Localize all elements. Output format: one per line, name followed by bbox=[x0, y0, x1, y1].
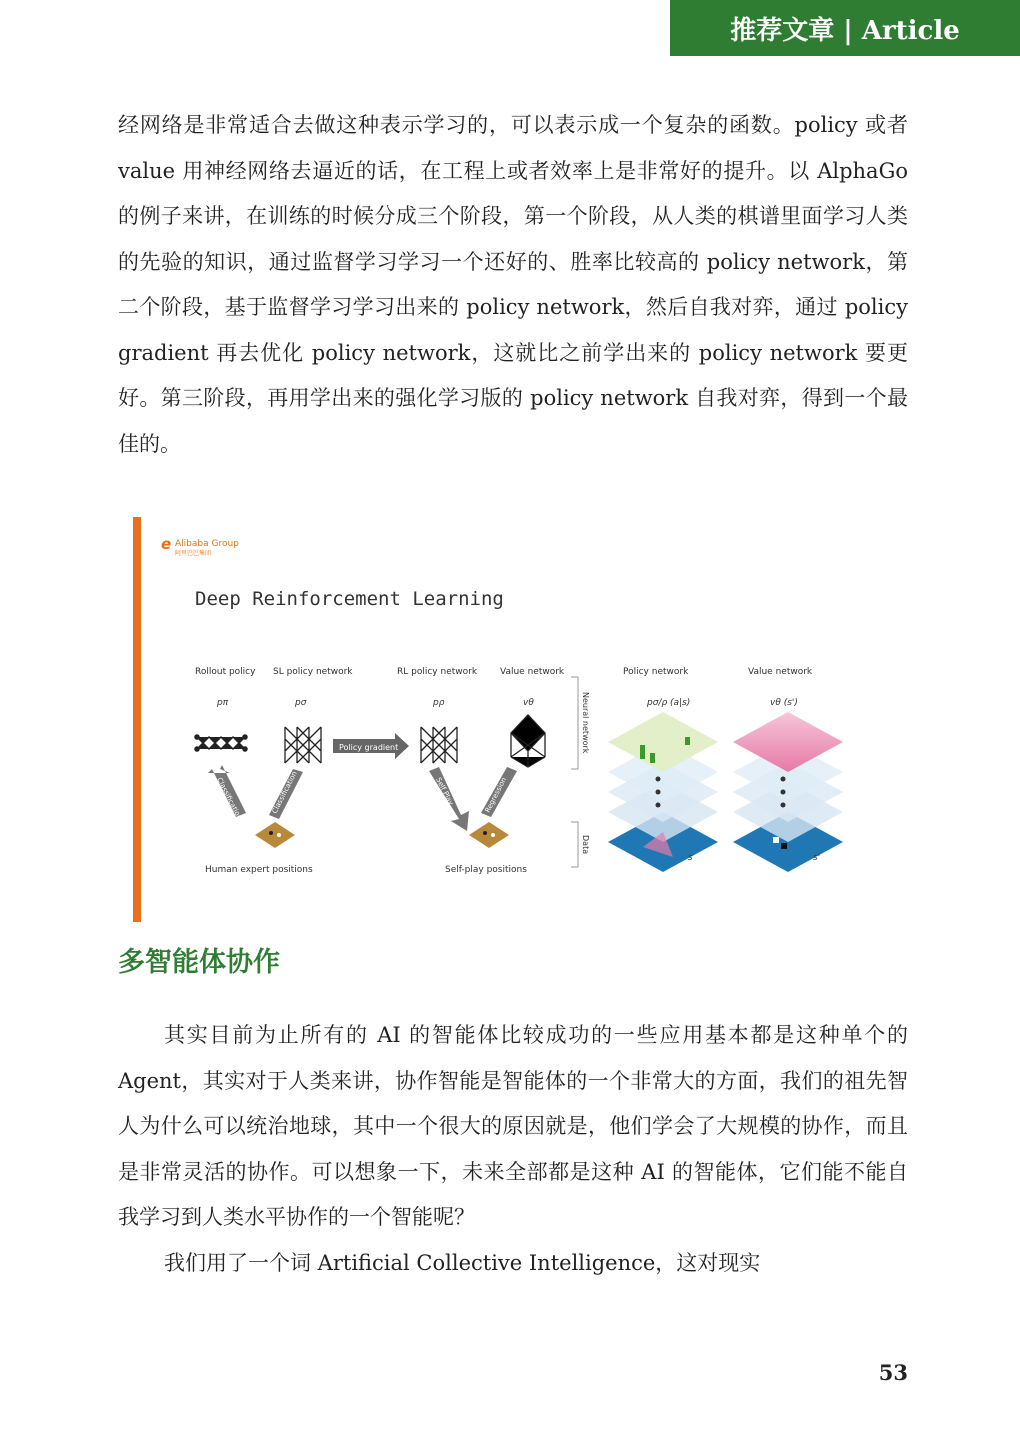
body-text-bottom bbox=[118, 1013, 908, 1286]
figure-title: Deep Reinforcement Learning bbox=[195, 588, 504, 610]
label-policy-network: Policy network bbox=[623, 667, 689, 677]
symbol-p-pi: pπ bbox=[217, 698, 229, 708]
go-board-selfplay bbox=[469, 822, 509, 848]
svg-text:e: e bbox=[161, 535, 172, 553]
label-value: Value network bbox=[500, 667, 565, 677]
body-text-top bbox=[118, 103, 908, 467]
symbol-p-sigma: pσ bbox=[295, 698, 307, 708]
bracket-neural bbox=[571, 677, 578, 769]
logo-subtext: 阿里巴巴集团 bbox=[175, 550, 212, 557]
label-value-network: Value network bbox=[748, 667, 813, 677]
policy-network-stack bbox=[608, 712, 718, 872]
formula-policy: pσ/ρ (a|s) bbox=[647, 698, 691, 708]
figure-accent-bar bbox=[133, 517, 141, 922]
symbol-p-rho: pρ bbox=[433, 698, 445, 708]
symbol-v-theta: vθ bbox=[523, 698, 534, 708]
arrow-classification-1 bbox=[208, 765, 246, 821]
policy-gradient-arrow bbox=[333, 733, 409, 759]
net-value-icon bbox=[511, 715, 545, 767]
svg-text:Classification: Classification bbox=[270, 769, 299, 815]
paragraph-1: 经网络是非常适合去做这种表示学习的，可以表示成一个复杂的函数。policy 或者 value 用神经网络去逼近的话，在工程上或者效率上是非常好的提升。以 AlphaGo 的例子来讲，在训练的时候分成三个阶段，第一个阶段，从人类的棋谱里面学习人类的先验的知识，通过监督学习学习一个还好的、胜率比较高的 policy network，第二个阶段，基于监督学习学习出来的 policy network，然后自我对弈，通过 policy gradient 再去优化 policy network，这就比之前学出来的 policy network 要更好。第三阶段，再用学出来的强化学习版的 policy network 自我对弈，得到一个最佳的。 bbox=[118, 113, 908, 456]
header-tag: 推荐文章 | Article bbox=[670, 0, 1020, 56]
label-selfplay-positions: Self-play positions bbox=[445, 865, 527, 875]
paragraph-3: 我们用了一个词 Artificial Collective Intelligence，这对现实 bbox=[164, 1250, 761, 1275]
net-sl-icon bbox=[285, 727, 321, 763]
page-number: 53 bbox=[878, 1360, 908, 1385]
svg-text:Regression: Regression bbox=[483, 776, 509, 814]
label-rollout: Rollout policy bbox=[195, 667, 256, 677]
policy-gradient-label: Policy gradient bbox=[339, 743, 399, 752]
arrow-self-play bbox=[429, 767, 469, 831]
logo-text: Alibaba Group bbox=[175, 539, 239, 549]
label-sl: SL policy network bbox=[273, 667, 353, 677]
value-network-stack bbox=[733, 712, 843, 872]
formula-value: vθ (s') bbox=[770, 698, 798, 708]
label-neural-network: Neural network bbox=[581, 692, 590, 754]
svg-text:s': s' bbox=[813, 853, 821, 863]
alibaba-logo bbox=[161, 535, 239, 557]
figure-diagram bbox=[133, 517, 883, 922]
bracket-data bbox=[571, 822, 578, 867]
arrow-classification-2 bbox=[269, 769, 303, 819]
arrow-regression bbox=[481, 767, 517, 817]
svg-text:Self Play: Self Play bbox=[434, 776, 455, 807]
label-human-positions: Human expert positions bbox=[205, 865, 313, 875]
section-heading: 多智能体协作 bbox=[118, 947, 280, 978]
paragraph-2: 其实目前为止所有的 AI 的智能体比较成功的一些应用基本都是这种单个的 Agent，其实对于人类来讲，协作智能是智能体的一个非常大的方面，我们的祖先智人为什么可以统治地球，其中一个很大的原因就是，他们学会了大规模的协作，而且是非常灵活的协作。可以想象一下，未来全部都是这种 AI 的智能体，它们能不能自我学习到人类水平协作的一个智能呢？ bbox=[118, 1023, 908, 1229]
label-rl: RL policy network bbox=[397, 667, 478, 677]
go-board-human bbox=[255, 822, 295, 848]
svg-text:Classification: Classification bbox=[215, 776, 244, 822]
net-rollout-icon bbox=[195, 735, 247, 751]
figure-deep-rl bbox=[133, 517, 883, 922]
svg-text:s: s bbox=[688, 853, 693, 863]
label-data: Data bbox=[581, 835, 590, 855]
net-rl-icon bbox=[421, 727, 457, 763]
